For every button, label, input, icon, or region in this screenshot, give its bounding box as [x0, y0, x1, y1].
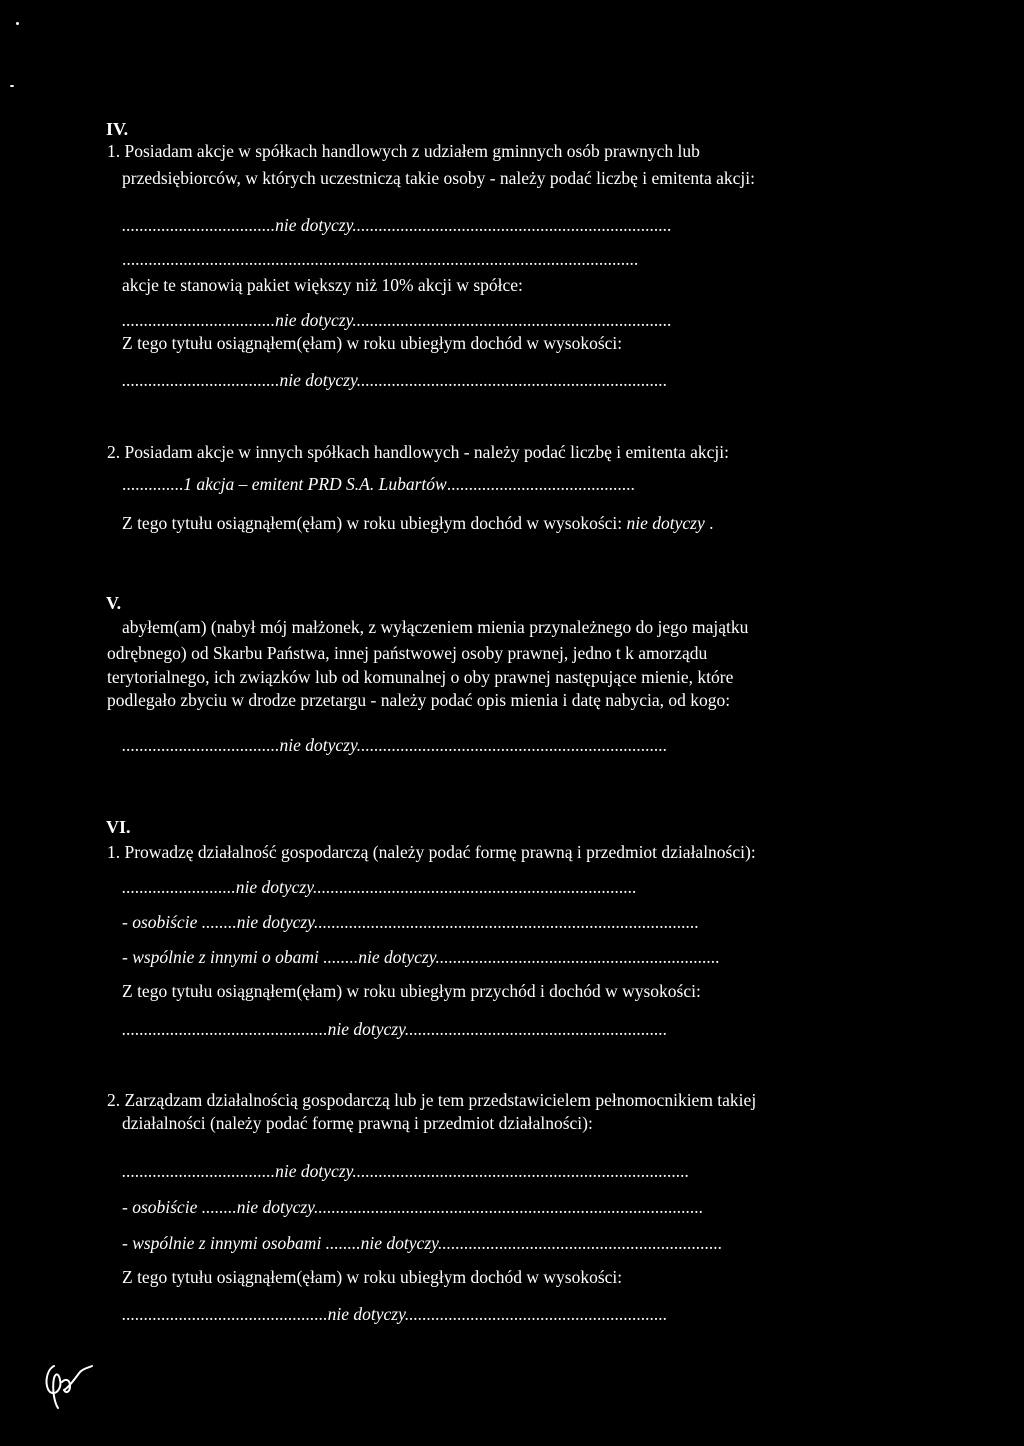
vi-item2-fill2: ...............................................nie dotyczy............................................................	[122, 1304, 668, 1324]
iv-item2-income	[122, 515, 713, 533]
v-line4: podlegało zbyciu w drodze przetargu - należy podać opis mienia i datę nabycia, od kogo:	[107, 690, 731, 710]
vi-item1-line1: 1. Prowadzę działalność gospodarczą (należy podać formę prawną i przedmiot działalności):	[107, 842, 756, 862]
vi-item2-wspolnie: - wspólnie z innymi osobami ........nie dotyczy.................................................................	[122, 1233, 723, 1253]
iv-item1-fill1: ...................................nie dotyczy.........................................................................	[122, 215, 672, 235]
vi-item2-income-label: Z tego tytułu osiągnąłem(ęłam) w roku ubiegłym dochód w wysokości:	[122, 1267, 623, 1287]
iv-item2-line1: 2. Posiadam akcje w innych spółkach handlowych - należy podać liczbę i emitenta akcji:	[107, 442, 730, 462]
scan-speck	[16, 22, 19, 25]
signature-initials-icon	[40, 1358, 96, 1410]
iv-item1-fill3: ...................................nie dotyczy.........................................................................	[122, 310, 672, 330]
section-vi-heading: VI.	[106, 817, 131, 837]
iv-item1-fill4: ....................................nie dotyczy.......................................................................	[122, 370, 668, 390]
vi-item2-fill1: ...................................nie dotyczy.............................................................................	[122, 1161, 690, 1181]
v-line1: abyłem(am) (nabył mój małżonek, z wyłączeniem mienia przynależnego do jego majątku	[122, 617, 749, 637]
section-iv-heading: IV.	[106, 119, 129, 139]
vi-item2-line1: 2. Zarządzam działalnością gospodarczą lub je tem przedstawicielem pełnomocnikiem takiej	[107, 1090, 757, 1110]
v-fill1: ....................................nie dotyczy.......................................................................	[122, 735, 668, 755]
vi-item1-osobiscie: - osobiście ........nie dotyczy........................................................................................	[122, 912, 699, 932]
iv-item2-income-label: Z tego tytułu osiągnąłem(ęłam) w roku ubiegłym dochód w wysokości:	[122, 513, 623, 533]
scan-speck	[10, 85, 14, 87]
section-v-heading: V.	[106, 593, 122, 613]
v-line3: terytorialnego, ich związków lub od komunalnej o oby prawnej następujące mienie, które	[107, 667, 734, 687]
iv-item1-income-label: Z tego tytułu osiągnąłem(ęłam) w roku ubiegłym dochód w wysokości:	[122, 333, 623, 353]
vi-item2-line2: działalności (należy podać formę prawną i przedmiot działalności):	[122, 1113, 593, 1133]
iv-item2-fill1-suffix: ...........................................	[446, 474, 635, 494]
vi-item1-fill1: ..........................nie dotyczy..........................................................................	[122, 877, 637, 897]
iv-item1-line2: przedsiębiorców, w których uczestniczą takie osoby - należy podać liczbę i emitenta akcji:	[122, 168, 755, 188]
iv-item1-line1: 1. Posiadam akcje w spółkach handlowych z udziałem gminnych osób prawnych lub	[107, 141, 700, 161]
v-line2: odrębnego) od Skarbu Państwa, innej państwowej osoby prawnej, jedno t k amorządu	[107, 643, 708, 663]
iv-item2-fill1-prefix: ..............	[122, 474, 184, 494]
vi-item1-income-label: Z tego tytułu osiągnąłem(ęłam) w roku ubiegłym przychód i dochód w wysokości:	[122, 981, 701, 1001]
vi-item1-wspolnie: - wspólnie z innymi o obami ........nie dotyczy.................................................................	[122, 947, 720, 967]
iv-item1-pakiet-label: akcje te stanowią pakiet większy niż 10% akcji w spółce:	[122, 275, 523, 295]
iv-item2-income-end: .	[709, 513, 714, 533]
iv-item2-fill1-value: 1 akcja – emitent PRD S.A. Lubartów	[183, 474, 447, 494]
vi-item1-fill2: ...............................................nie dotyczy............................................................	[122, 1019, 668, 1039]
iv-item2-fill1	[122, 476, 635, 494]
vi-item2-osobiscie: - osobiście ........nie dotyczy.........................................................................................	[122, 1197, 704, 1217]
iv-item1-fill2: ......................................................................................................................	[122, 249, 639, 269]
iv-item2-income-value: nie dotyczy	[626, 513, 705, 533]
